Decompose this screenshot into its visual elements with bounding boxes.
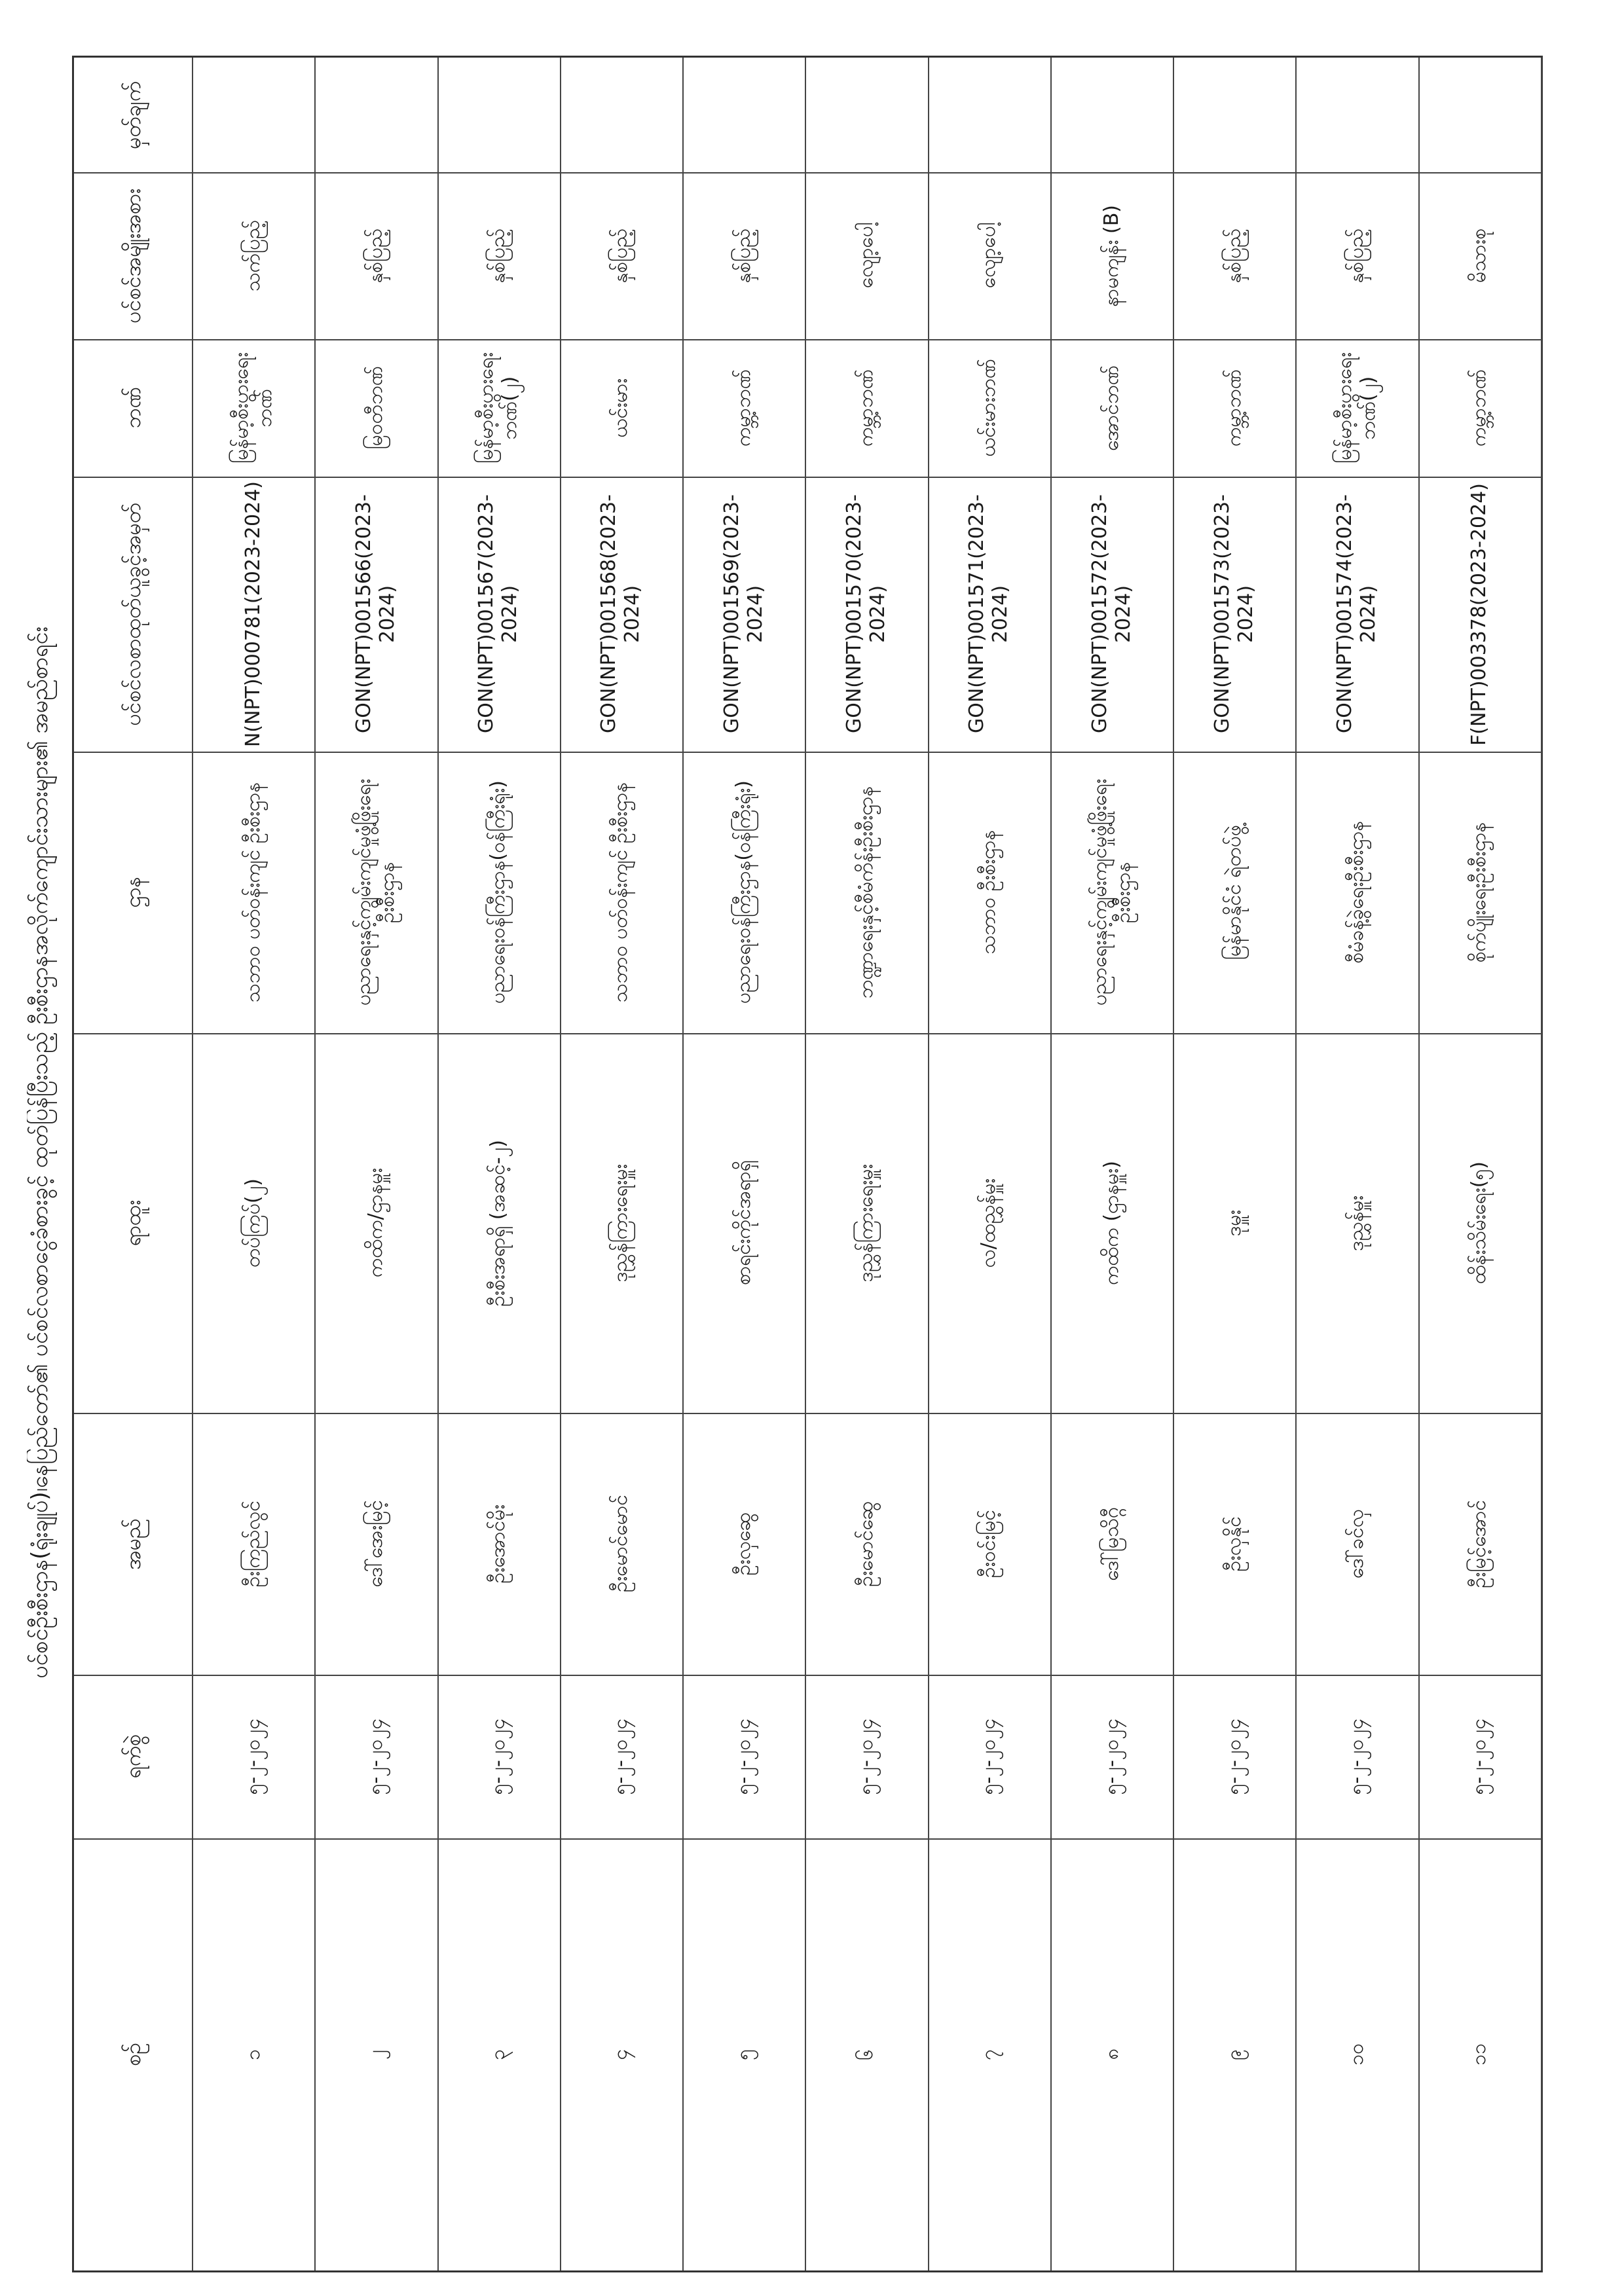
header-cell: ပင်စင်လစာထုတ်ယူခွင့်အမှတ် <box>120 502 145 726</box>
table-cell-date: ၅-၂-၂၀၂၄ <box>1222 1718 1246 1795</box>
table-cell-code: GON(NPT)001566(2023-2024) <box>352 494 399 734</box>
table-cell-post: ဒုညွှန်ကြားရေးမှူး <box>854 1163 877 1283</box>
table-cell-code: GON(NPT)001572(2023-2024) <box>1088 494 1135 734</box>
table-cell-post: ဦးစီးအရာရှိ (အဆင့်-၂) <box>487 1139 510 1307</box>
table-cell-bank: မြန်မာ့စီးပွားရေးဘဏ်(၂) <box>475 352 522 464</box>
table-cell-post: ကထိက/ဌာနမှူး <box>363 1168 387 1278</box>
table-cell-date: ၅-၂-၂၀၂၄ <box>854 1718 877 1795</box>
table-cell-post: ထိန်းသိမ်းရေး(၅) <box>1467 1161 1491 1285</box>
table-cell-no: ၁၀ <box>1345 2043 1369 2066</box>
table-cell-post: ဒုမှူး <box>1222 1209 1246 1237</box>
table-cell-remark <box>1050 58 1173 172</box>
header-cell: ဘဏ် <box>120 387 145 429</box>
table-cell-type: မိသားစု <box>1467 228 1491 283</box>
table-cell-remark <box>928 58 1050 172</box>
table-cell-name: ဦးလှဆွေ <box>731 1512 755 1576</box>
table-cell-code: GON(NPT)001569(2023-2024) <box>720 494 767 734</box>
table-cell-name: ဦးလှနိုင် <box>1222 1516 1246 1572</box>
table-cell-bank: ယင်းမား <box>609 378 633 438</box>
header-cell: အမည် <box>120 1518 145 1570</box>
table-cell-bank: ကမ္ဘာ့ဘဏ် <box>1222 369 1246 446</box>
table-cell-code: GON(NPT)001571(2023-2024) <box>965 494 1012 734</box>
table-cell-post: စာရင်းကိုင်အရာရှိ <box>731 1160 755 1286</box>
table-cell-date: ၅-၂-၂၀၂၄ <box>1467 1718 1491 1795</box>
table-cell-remark <box>682 58 805 172</box>
table-cell-type: နှစ်ပြည့် <box>731 228 755 283</box>
table-cell-dept: သဘာဝ ဦးစီးဌာန <box>977 830 1001 955</box>
table-cell-post: ဒုညွှန်ကြားရေးမှူး <box>609 1163 633 1283</box>
table-cell-type: နာမကျန်း (B) <box>1099 204 1123 307</box>
table-cell-type: နှစ်ပြည့် <box>487 228 510 283</box>
column-divider <box>1541 58 1542 2270</box>
table-cell-dept: ပညာရေးဝန်ကြီးဌာန(ဝန်ကြီးရုံး) <box>487 780 510 1004</box>
table-cell-type: နှစ်ပြည့် <box>609 228 633 283</box>
table-cell-code: F(NPT)003378(2023-2024) <box>1467 483 1491 746</box>
table-cell-dept: ဘဏ္ဍာရေးနှင့်စီမံကိန်းဦးစီးဌာန <box>854 786 877 999</box>
table-cell-post: လ/ထညွှန်မှူး <box>977 1178 1001 1268</box>
table-cell-bank: ယင်းမားဘဏ် <box>977 359 1001 457</box>
table-cell-type: နှစ်ပြည့် <box>363 228 387 283</box>
table-cell-dept: မြန်မာနိုင်ငံ ရဲတပ်ဖွဲ့ <box>1222 824 1246 960</box>
table-cell-dept: စီမံခန့်ခွဲရေးဦးစီးဌာန <box>1345 821 1369 964</box>
table-cell-remark <box>1418 58 1541 172</box>
table-cell-name: ဦးကြည်လွင် <box>241 1500 265 1588</box>
table-cell-no: ၇ <box>977 2049 1001 2060</box>
table-cell-date: ၅-၂-၂၀၂၄ <box>1099 1718 1123 1795</box>
table-cell-no: ၆ <box>854 2049 877 2060</box>
table-cell-remark <box>1173 58 1295 172</box>
table-cell-bank: အောင်ဘဏ် <box>1099 365 1123 451</box>
table-cell-no: ၉ <box>1222 2049 1246 2060</box>
table-cell-code: GON(NPT)001568(2023-2024) <box>597 494 644 734</box>
header-cell: ဌာန <box>120 877 145 908</box>
table-cell-bank: ကမ္ဘာ့ဘဏ် <box>731 369 755 446</box>
table-cell-type: လျော့ပေါ့ <box>854 223 877 289</box>
table-cell-name: ဦးမောင်မောင် <box>609 1495 633 1593</box>
table-cell-no: ၄ <box>609 2049 633 2060</box>
table-cell-date: ၅-၂-၂၀၂၄ <box>487 1718 510 1795</box>
table-cell-name: ဦးမြင့်အောင် <box>1467 1499 1491 1588</box>
table-cell-date: ၅-၂-၂၀၂၄ <box>363 1718 387 1795</box>
table-cell-code: GON(NPT)001574(2023-2024) <box>1333 494 1380 734</box>
table-cell-dept: ပညာရေးနှင့်ကျွမ်းကျင်မှုဖွံ့ဖြိုးရေးဦးစီးဌာန <box>1088 778 1135 1006</box>
table-cell-no: ၁၁ <box>1467 2043 1491 2066</box>
table-cell-date: ၅-၂-၂၀၂၄ <box>609 1718 633 1795</box>
table-cell-type: လျော့ပေါ့ <box>977 223 1001 289</box>
table-cell-name: ဒေါ်အေးမြင့် <box>363 1500 387 1588</box>
table-cell-code: GON(NPT)001567(2023-2024) <box>475 494 522 734</box>
table-cell-name: ဒေါ်ခင်လှ <box>1345 1509 1369 1578</box>
table-cell-no: ၃ <box>487 2049 510 2060</box>
table-cell-remark <box>437 58 560 172</box>
table-cell-code: GON(NPT)001573(2023-2024) <box>1210 494 1257 734</box>
table-cell-date: ၅-၂-၂၀၂၄ <box>977 1718 1001 1795</box>
table-cell-dept: ပညာရေးနှင့်ကျွမ်းကျင်မှုဖွံ့ဖြိုးရေးဦးစီးဌာန <box>352 778 399 1006</box>
table-cell-name: ဦးမောင်ဆွေ <box>854 1501 877 1587</box>
table-cell-date: ၅-၂-၂၀၂၄ <box>241 1718 265 1795</box>
table-cell-post: တပ်ကြပ်(၂) <box>241 1178 265 1267</box>
table-cell-remark <box>192 58 314 172</box>
table-cell-no: ၈ <box>1099 2049 1123 2060</box>
table-cell-bank: ကမ္ဘာ့ဘဏ် <box>1467 369 1491 446</box>
table-cell-post: ကထိက (ဌာနမှူး) <box>1099 1161 1123 1285</box>
table-cell-name: ဦးအောင်မိုး <box>487 1504 510 1584</box>
table-cell-type: နှစ်ပြည့် <box>1345 228 1369 283</box>
table-cell-name: ဦးဝင်းမြင့် <box>977 1509 1001 1578</box>
table-cell-type: သက်ပြည့် <box>241 219 265 292</box>
header-cell: ရာထူး <box>120 1199 145 1247</box>
table-cell-remark <box>805 58 927 172</box>
table-cell-no: ၁ <box>241 2049 265 2060</box>
table-cell-bank: မြဝတီဘဏ် <box>363 366 387 450</box>
table-cell-no: ၂ <box>363 2049 387 2060</box>
header-cell: ရက်စွဲ <box>120 1734 145 1779</box>
table-cell-post: ဒုညွှန်မှူး <box>1345 1195 1369 1251</box>
table-cell-date: ၅-၂-၂၀၂၄ <box>1345 1718 1369 1795</box>
table-cell-code: N(NPT)000781(2023-2024) <box>241 481 265 748</box>
table-cell-dept: စိုက်ပျိုးရေးဦးစီးဌာန <box>1467 822 1491 963</box>
header-cell: ပင်စင်အမျိုးအစား <box>120 188 145 323</box>
header-cell: မှတ်ချက် <box>120 81 145 149</box>
table-cell-name: ဒေါ်မြသိဂ္ဂီ <box>1099 1506 1123 1581</box>
table-cell-code: GON(NPT)001570(2023-2024) <box>842 494 889 734</box>
table-cell-type: နှစ်ပြည့် <box>1222 228 1246 283</box>
page-title: ပင်စင်ဦးစီးဌာန(ရုံးချုပ်)၊နေပြည်တော်၏ ပင်စင်လစာငွေခံစားခွင့် ထုတ်ပြန်ပြီးသည့် ဦးစီးဌာနအလိုက်ကျောင်းသားများ၏ အမည်စာရင်း <box>26 626 53 1679</box>
table-cell-dept: ပညာရေးဝန်ကြီးဌာန(ဝန်ကြီးရုံး) <box>731 780 755 1004</box>
table-cell-bank: မြန်မာ့စီးပွားရေးဘဏ် <box>229 352 276 464</box>
table-cell-remark <box>560 58 682 172</box>
table-cell-dept: သဘာဝ ပတ်ဝန်းကျင် ဦးစီးဌာန <box>609 782 633 1003</box>
table-cell-no: ၅ <box>731 2049 755 2060</box>
table-cell-dept: သဘာဝ ပတ်ဝန်းကျင် ဦးစီးဌာန <box>241 782 265 1003</box>
pension-table <box>72 56 1543 2272</box>
table-cell-bank: မြန်မာ့စီးပွားရေးဘဏ်(၂) <box>1333 352 1380 464</box>
table-cell-date: ၅-၂-၂၀၂၄ <box>731 1718 755 1795</box>
table-cell-bank: ကမ္ဘာ့ဘဏ် <box>854 369 877 446</box>
header-cell: စဉ် <box>120 2043 145 2066</box>
table-cell-remark <box>1295 58 1418 172</box>
table-cell-remark <box>314 58 437 172</box>
